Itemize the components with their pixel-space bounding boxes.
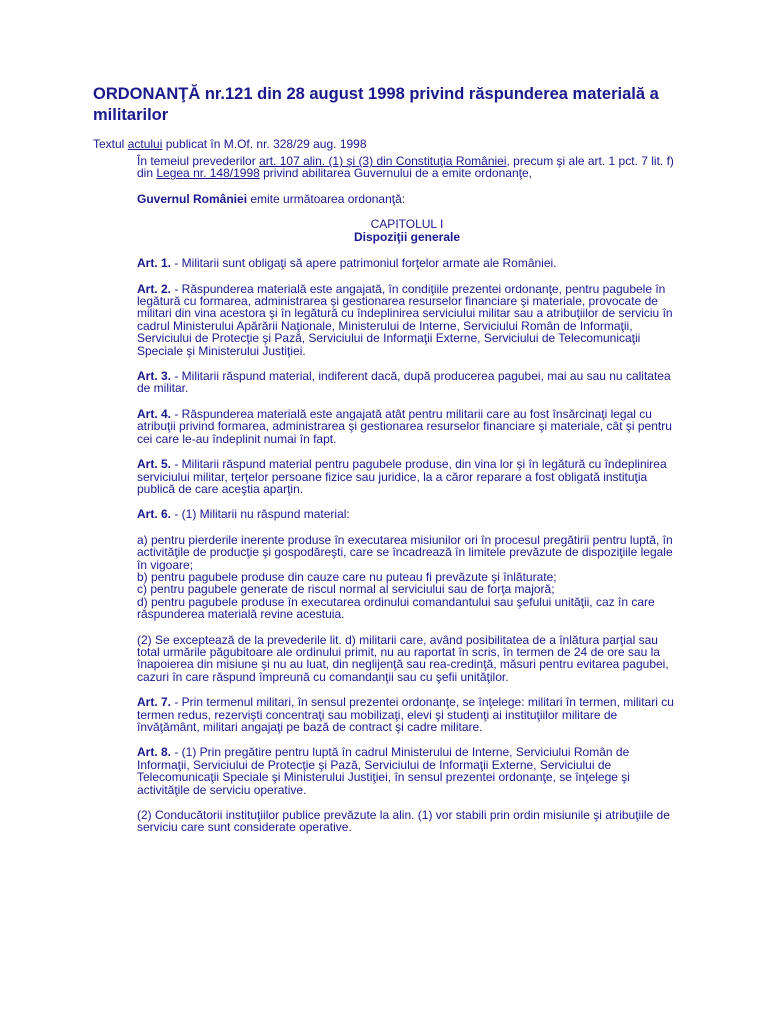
article-1 [137, 257, 677, 269]
article-text: - Militarii sunt obligaţi să apere patrimoniul forţelor armate ale României. [171, 256, 557, 271]
article-label: Art. 2. [137, 281, 172, 296]
preamble [137, 155, 677, 180]
article-8-paragraph-2: (2) Conducătorii instituţiilor publice prevăzute la alin. (1) vor stabili prin ordin misiunile şi atribuţiile de serviciu care sunt considerate operative. [137, 808, 670, 835]
issuer-text: emite următoarea ordonanţă: [247, 191, 406, 206]
article-label: Art. 5. [137, 457, 172, 472]
preamble-text: privind abilitarea Guvernului de a emite ordonanţe, [259, 166, 532, 181]
act-link[interactable]: actului [127, 137, 163, 151]
document-title: ORDONANŢĂ nr.121 din 28 august 1998 privind răspunderea materială a militarilor [93, 85, 659, 124]
source-prefix: Textul [93, 137, 128, 151]
article-2 [137, 283, 677, 357]
article-label: Art. 8. [137, 745, 172, 760]
article-text: - Răspunderea materială este angajată atât pentru militarii care au fost însărcinaţi legal cu atribuţii privind formarea, administrarea şi gestionarea resurselor financiare şi materiale, cât şi pentru cei care le-au îndeplinit numai în fapt. [137, 406, 672, 446]
article-4 [137, 408, 677, 445]
article-label: Art. 6. [137, 507, 172, 522]
chapter-number: CAPITOLUL I [370, 217, 444, 232]
article-6-item-b: b) pentru pagubele produse din cauze care nu puteau fi prevăzute şi înlăturate; [137, 569, 557, 584]
source-suffix: publicat în M.Of. nr. 328/29 aug. 1998 [162, 137, 367, 151]
article-8 [137, 746, 677, 796]
article-6 [137, 508, 677, 520]
preamble-text: În temeiul prevederilor [137, 154, 260, 168]
constitution-link[interactable]: art. 107 alin. (1) şi (3) din Constituţia României [259, 154, 507, 168]
issuer-name: Guvernul României [137, 191, 248, 206]
article-7 [137, 696, 677, 733]
article-label: Art. 3. [137, 369, 172, 384]
article-label: Art. 1. [137, 256, 172, 271]
article-5 [137, 458, 677, 495]
article-text: - Militarii răspund material pentru pagubele produse, din vina lor şi în legătură cu îndeplinirea serviciului militar, terţelor persoane fizice sau juridice, la a căror reparare a fost obligată instituţia publică de care aceştia aparţin. [137, 457, 667, 496]
article-label: Art. 7. [137, 695, 172, 710]
article-label: Art. 4. [137, 406, 172, 421]
article-3 [137, 370, 677, 395]
article-text: - Răspunderea materială este angajată, în condiţiile prezentei ordonanţe, pentru pagubele în legătură cu formarea, administrarea şi gestionarea resurselor financiare şi materiale, provocate de militari din vina acestora şi în legătură cu îndeplinirea serviciului militar sau a atribuţiilor de serviciu în cadrul Ministerului Apărării Naţionale, Ministerului de Interne, Serviciului Român de Informaţii, Serviciului de Protecţie şi Pază, Serviciului de Informaţii Externe, Serviciului de Telecomunicaţii Speciale şi Ministerului Justiţiei. [137, 281, 673, 358]
article-text: - Prin termenul militari, în sensul prezentei ordonanţe, se înţelege: militari în termen, militari cu termen redus, rezervişti concentraţi sau mobilizaţi, elevi şi studenţi ai instituţiilor militare de învăţământ, militari angajaţi pe bază de contract şi cadre militare. [137, 695, 674, 734]
article-6-item-a: a) pentru pierderile inerente produse în executarea misiunilor ori în procesul pregătirii pentru luptă, în activităţile de producţie şi gospodăreşti, care se încadrează în limitele prevăzute de dispoziţiile legale în vigoare; [137, 532, 673, 572]
article-6-paragraph-2: (2) Se exceptează de la prevederile lit. d) militarii care, având posibilitatea de a înlătura parţial sau total urmările păgubitoare ale ordinului primit, nu au raportat în scris, în termen de 24 de ore sau la înapoierea din misiune şi nu au luat, din neglijenţă sau rea-credinţă, măsuri pentru evitarea pagubei, cazuri în care răspund împreună cu comandanţii sau cu şefii unităţilor. [137, 632, 669, 684]
issuer-statement [137, 193, 677, 205]
document-body [137, 155, 677, 847]
article-text: - (1) Militarii nu răspund material: [171, 507, 350, 522]
article-text: - (1) Prin pregătire pentru luptă în cadrul Ministerului de Interne, Serviciului Român de Informaţii, Serviciului de Protecţie şi Pază, Serviciului de Informaţii Externe, Serviciului de Telecomunicaţii Speciale şi Ministerului Justiţiei, în sensul prezentei ordonanţe, se înţelege şi activităţile de serviciu operative. [137, 745, 630, 797]
preamble-text: , precum şi ale art. 1 pct. 7 lit. f) din [137, 154, 674, 181]
law-link[interactable]: Legea nr. 148/1998 [156, 166, 260, 181]
chapter-title: Dispoziţii generale [353, 230, 461, 245]
publication-note [93, 137, 367, 152]
article-text: - Militarii răspund material, indiferent dacă, după producerea pagubei, mai au sau nu calitatea de militar. [137, 369, 671, 396]
article-6-item-d: d) pentru pagubele produse în executarea ordinului comandantului sau şefului unităţii, caz în care răspunderea materială revine acestuia. [137, 594, 655, 622]
article-6-item-c: c) pentru pagubele generate de riscul normal al serviciului sau de forţa majoră; [137, 582, 555, 597]
